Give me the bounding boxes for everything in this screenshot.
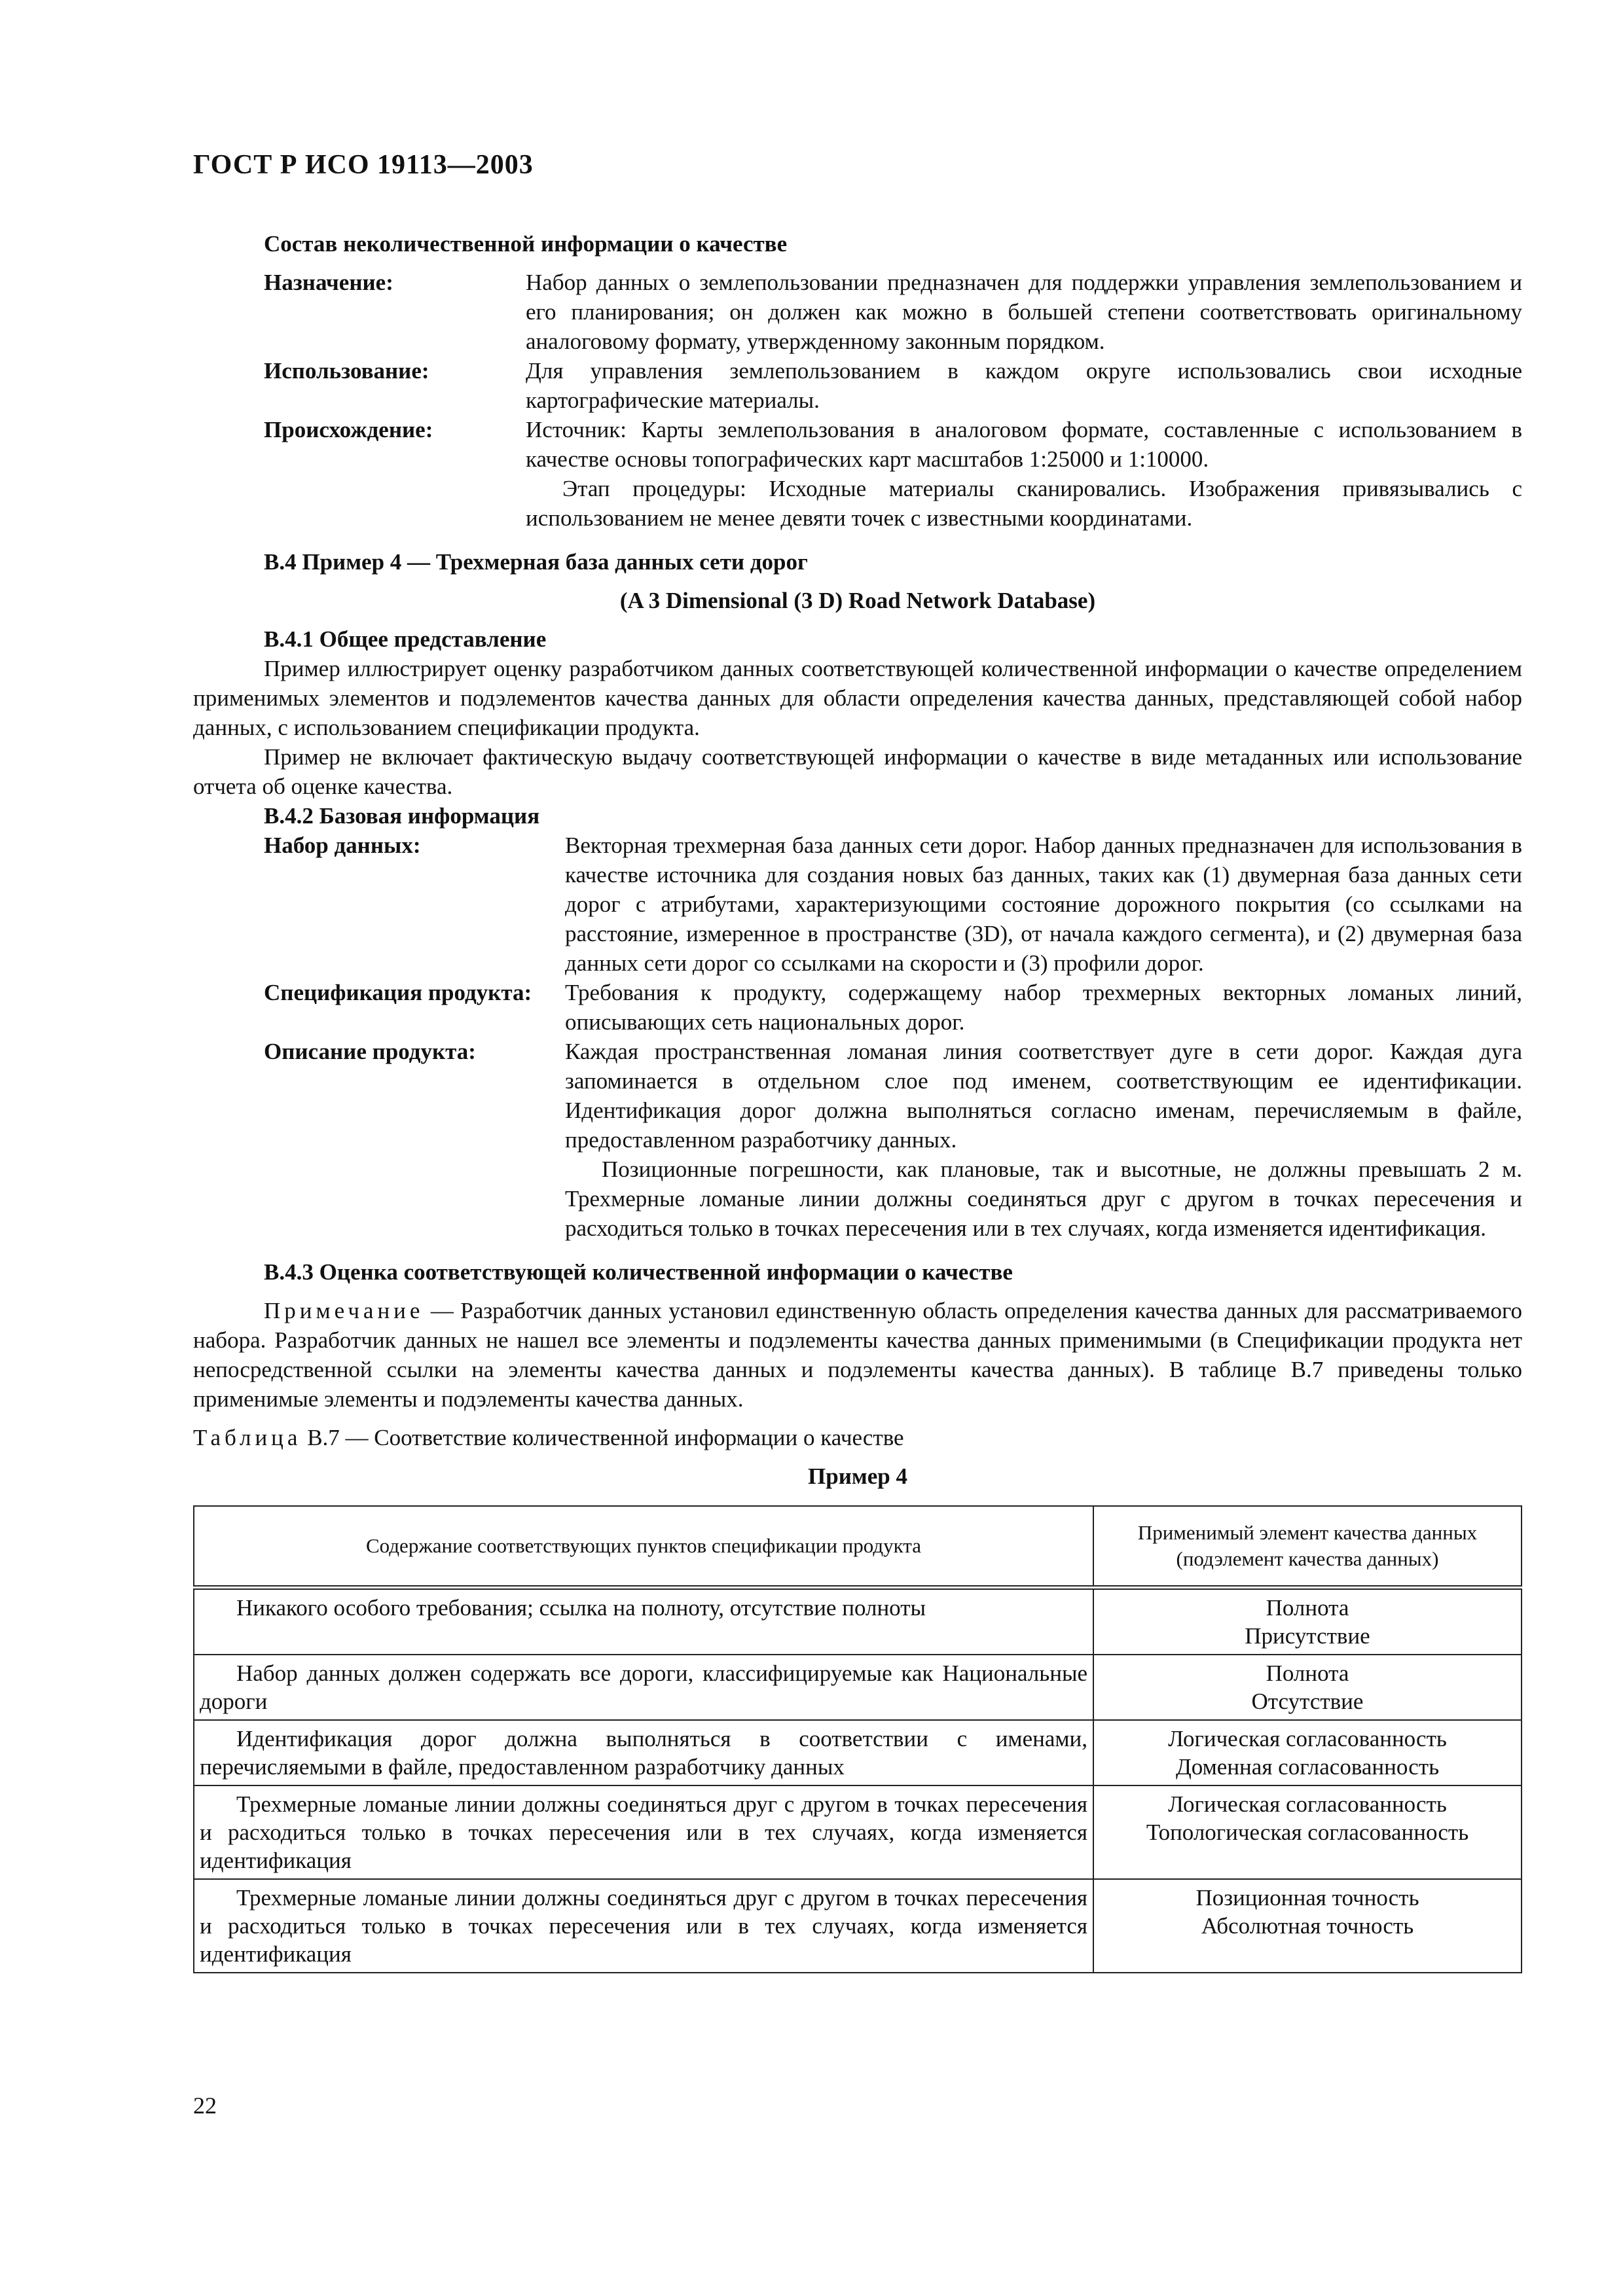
note-label: Примечание <box>264 1298 424 1323</box>
table-cell-content <box>194 1588 1093 1655</box>
table-cell-content <box>194 1879 1093 1973</box>
term-description-cont: Этап процедуры: Исходные материалы сканировались. Изображения привязывались с использованием не менее девяти точек с известными координатами. <box>526 476 1522 531</box>
element-name: Позиционная точность <box>1195 1885 1419 1910</box>
page-number: 22 <box>193 2092 217 2119</box>
element-name: Логическая согласованность <box>1168 1791 1447 1817</box>
table-header-row <box>194 1506 1522 1588</box>
element-name: Полнота <box>1266 1660 1349 1686</box>
table-caption-label: Таблица <box>193 1425 302 1450</box>
cell-text: Никакого особого требования; ссылка на полноту, отсутствие полноты <box>236 1595 926 1621</box>
table-caption <box>193 1423 1522 1452</box>
example4-heading: В.4 Пример 4 — Трехмерная база данных сети дорог <box>264 549 808 575</box>
table-cell-content <box>194 1655 1093 1720</box>
cell-text: Трехмерные ломаные линии должны соединяться друг с другом в точках пересечения и расходиться только в точках пересечения или в тех случаях, когда изменяется идентификация <box>200 1885 1087 1967</box>
term-label: Использование: <box>264 358 429 384</box>
basic-info-product-spec <box>193 978 1522 1037</box>
nonquant-item-usage <box>193 356 1522 415</box>
basic-info-product-description <box>193 1037 1522 1243</box>
term-label: Спецификация продукта: <box>264 980 532 1005</box>
cell-text: Трехмерные ломаные линии должны соединяться друг с другом в точках пересечения и расходиться только в точках пересечения или в тех случаях, когда изменяется идентификация <box>200 1791 1087 1873</box>
table-row <box>194 1785 1522 1879</box>
table-subtitle: Пример 4 <box>808 1463 907 1489</box>
nonquant-item-lineage <box>193 415 1522 533</box>
section-b42-heading: В.4.2 Базовая информация <box>264 803 540 829</box>
subelement-name: Доменная согласованность <box>1175 1754 1440 1780</box>
table-cell-element <box>1093 1720 1522 1785</box>
note-text: — Разработчик данных установил единственную область определения качества данных для рассматриваемого набора. Разработчик данных не нашел все элементы и подэлементы качества данных применимыми (в Спецификации продукта нет непосредственной ссылки на элементы качества данных и подэлементы качества данных). В таблице В.7 приведены только применимые элементы и подэлементы качества данных. <box>193 1298 1522 1412</box>
table-row <box>194 1588 1522 1655</box>
table-cell-element <box>1093 1785 1522 1879</box>
subelement-name: Отсутствие <box>1251 1689 1364 1714</box>
table-caption-text: В.7 — Соответствие количественной информации о качестве <box>301 1425 904 1450</box>
term-description-cont: Позиционные погрешности, как плановые, так и высотные, не должны превышать 2 м. Трехмерные ломаные линии должны соединяться друг с другом в точках пересечения и расходиться только в точках пересечения или в тех случаях, когда изменяется идентификация. <box>565 1157 1522 1241</box>
cell-text: Идентификация дорог должна выполняться в соответствии с именами, перечисляемыми в файле, предоставленном разработчику данных <box>200 1726 1087 1780</box>
table-cell-content <box>194 1785 1093 1879</box>
term-label: Назначение: <box>264 270 393 295</box>
nonquant-item-purpose <box>193 268 1522 356</box>
nonquant-heading: Состав неколичественной информации о качестве <box>264 231 788 257</box>
subelement-name: Присутствие <box>1245 1623 1370 1649</box>
term-description: Каждая пространственная ломаная линия соответствует дуге в сети дорог. Каждая дуга запоминается в отдельном слое под именем, соответствующим ее идентификации. Идентификация дорог должна выполняться согласно именам, перечисляемым в файле, предоставленном разработчику данных. <box>565 1039 1522 1153</box>
element-name: Логическая согласованность <box>1168 1726 1447 1751</box>
subelement-name: Топологическая согласованность <box>1146 1820 1469 1845</box>
table-header-cell: Применимый элемент качества данных (подэлемент качества данных) <box>1093 1506 1522 1588</box>
page-content <box>193 229 1522 1973</box>
term-description: Требования к продукту, содержащему набор трехмерных векторных ломаных линий, описывающих сеть национальных дорог. <box>565 980 1522 1035</box>
section-b41-heading: В.4.1 Общее представление <box>264 626 547 652</box>
section-b41-paragraph-2: Пример не включает фактическую выдачу соответствующей информации о качестве в виде метаданных или использование отчета об оценке качества. <box>193 744 1522 799</box>
subelement-name: Абсолютная точность <box>1201 1913 1414 1939</box>
table-cell-content <box>194 1720 1093 1785</box>
element-name: Полнота <box>1266 1595 1349 1621</box>
table-cell-element <box>1093 1588 1522 1655</box>
term-label: Происхождение: <box>264 417 433 442</box>
term-label: Набор данных: <box>264 833 421 858</box>
term-description: Набор данных о землепользовании предназначен для поддержки управления землепользованием и его планирования; он должен как можно в большей степени соответствовать оригинальному аналоговому формату, утвержденному законным порядком. <box>526 270 1522 354</box>
cell-text: Набор данных должен содержать все дороги, классифицируемые как Национальные дороги <box>200 1660 1087 1714</box>
example4-subheading: (A 3 Dimensional (3 D) Road Network Database) <box>619 588 1096 613</box>
section-b43-heading: В.4.3 Оценка соответствующей количественной информации о качестве <box>264 1259 1013 1285</box>
basic-info-dataset <box>193 831 1522 978</box>
table-row <box>194 1720 1522 1785</box>
table-row <box>194 1879 1522 1973</box>
term-description: Для управления землепользованием в каждом округе использовались свои исходные картографические материалы. <box>526 358 1522 413</box>
standard-code: ГОСТ Р ИСО 19113—2003 <box>193 150 534 180</box>
term-description: Источник: Карты землепользования в аналоговом формате, составленные с использованием в качестве основы топографических карт масштабов 1:25000 и 1:10000. <box>526 417 1522 472</box>
note-paragraph <box>193 1296 1522 1414</box>
section-b41-paragraph-1: Пример иллюстрирует оценку разработчиком данных соответствующей количественной информации о качестве определением применимых элементов и подэлементов качества данных для области определения качества данных, представляющей собой набор данных, с использованием спецификации продукта. <box>193 656 1522 740</box>
table-header-cell: Содержание соответствующих пунктов спецификации продукта <box>194 1506 1093 1588</box>
term-description: Векторная трехмерная база данных сети дорог. Набор данных предназначен для использования в качестве источника для создания новых баз данных, таких как (1) двумерная база данных сети дорог с атрибутами, характеризующими состояние дорожного покрытия (со ссылками на расстояние, измеренное в пространстве (3D), от начала каждого сегмента), и (2) двумерная база данных сети дорог со ссылками на скорости и (3) профили дорог. <box>565 833 1522 976</box>
term-label: Описание продукта: <box>264 1039 476 1064</box>
table-row <box>194 1655 1522 1720</box>
table-cell-element <box>1093 1879 1522 1973</box>
table-cell-element <box>1093 1655 1522 1720</box>
quality-table <box>193 1505 1522 1973</box>
